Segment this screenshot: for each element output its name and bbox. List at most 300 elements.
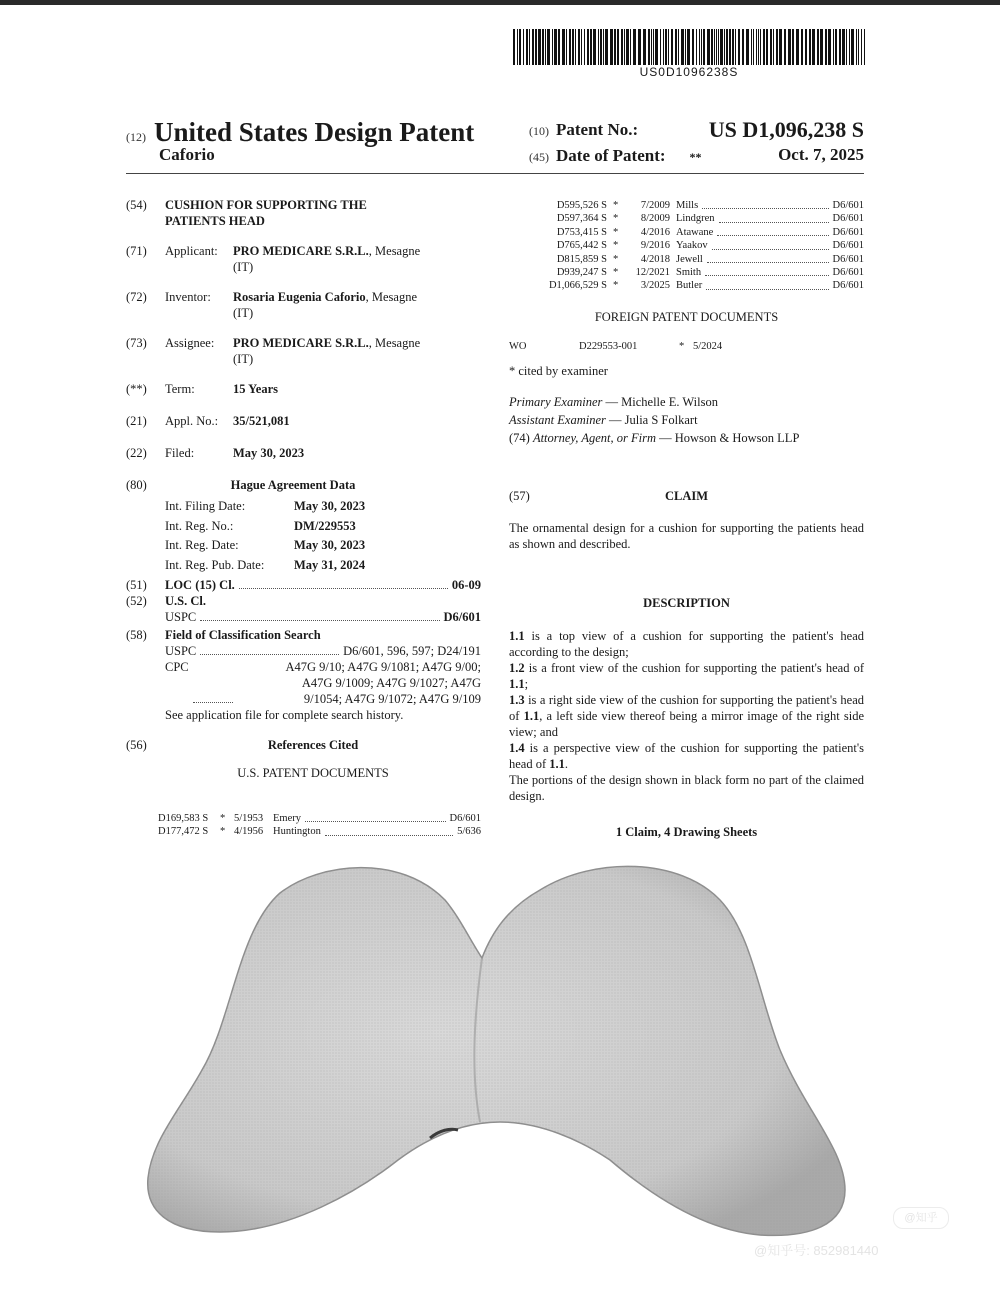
barcode-bar	[738, 29, 740, 65]
barcode-bar	[572, 29, 574, 65]
appl-no-field	[126, 413, 481, 429]
barcode-bar	[770, 29, 772, 65]
barcode-bar	[593, 29, 596, 65]
patent-number: US D1,096,238 S	[708, 117, 864, 142]
hague-table	[165, 497, 481, 575]
description-text: .	[564, 757, 569, 771]
reference-row	[158, 812, 481, 825]
ref-class: 5/636	[457, 826, 481, 838]
applicant-country: (IT)	[233, 260, 254, 274]
ref-leader	[705, 266, 828, 276]
ref-number: D595,526 S	[556, 200, 607, 211]
barcode-bar	[861, 29, 862, 65]
date-stars: **	[689, 150, 702, 164]
description-text: ;	[524, 677, 529, 691]
barcode-bar	[523, 29, 524, 65]
cushion-texture	[148, 866, 845, 1235]
ref-star: *	[220, 826, 226, 838]
barcode-bar	[665, 29, 667, 65]
barcode-bar	[660, 29, 661, 65]
barcode-bar	[626, 29, 629, 65]
ref-leader	[325, 825, 453, 835]
barcode-bar	[513, 29, 515, 65]
hague-row-label: Int. Filing Date:	[165, 499, 246, 513]
ref-date: 8/2009	[640, 213, 670, 225]
barcode-bar	[581, 29, 582, 65]
hague-row	[165, 556, 481, 576]
cpc-line: A47G 9/10; A47G 9/1081; A47G 9/00;	[285, 660, 481, 674]
barcode-bar	[724, 29, 725, 65]
inventor-label: Inventor:	[165, 290, 211, 304]
barcode-bar	[716, 29, 717, 65]
ref-leader	[712, 239, 829, 249]
barcode-bar	[638, 29, 641, 65]
figure-ref: 1.1	[509, 629, 525, 643]
search-cpc-row	[165, 659, 481, 707]
barcode-number: US0D1096238S	[639, 65, 739, 79]
refs-code: (56)	[126, 738, 147, 752]
barcode-bar	[701, 29, 702, 65]
hague-row-value: May 30, 2023	[294, 499, 366, 513]
design-title-line-2: PATIENTS HEAD	[165, 214, 265, 228]
cited-by-examiner: * cited by examiner	[509, 364, 608, 378]
design-title-line-1: CUSHION FOR SUPPORTING THE	[165, 198, 367, 212]
barcode-bar	[776, 29, 778, 65]
ref-class: D6/601	[449, 813, 481, 824]
appl-value: 35/521,081	[233, 414, 290, 428]
inventor-country: (IT)	[233, 306, 254, 320]
date-label: Date of Patent:	[556, 146, 666, 165]
barcode-bar	[590, 29, 592, 65]
barcode-bar	[817, 29, 819, 65]
assignee-code: (73)	[126, 336, 147, 350]
barcode-bar	[812, 29, 815, 65]
ref-name: Atawane	[676, 226, 714, 238]
barcode-bar	[732, 29, 734, 65]
description-body	[509, 628, 864, 804]
header-rule	[126, 173, 864, 174]
ref-leader	[707, 253, 829, 263]
barcode-bar	[598, 29, 599, 65]
search-uspc-leader	[200, 643, 339, 655]
barcode-bar	[643, 29, 646, 65]
reference-row	[535, 239, 864, 252]
ref-date: 9/2016	[640, 240, 670, 252]
ref-number: D939,247 S	[556, 267, 607, 279]
hague-code: (80)	[126, 478, 147, 492]
claim-text: The ornamental design for a cushion for supporting the patients head as shown and described.	[509, 521, 864, 551]
loc-value: 06-09	[451, 578, 481, 592]
term-label: Term:	[165, 382, 195, 396]
hague-row-value: DM/229553	[294, 518, 356, 533]
barcode-bar	[746, 29, 749, 65]
barcode-bar	[753, 29, 754, 65]
assignee-city: , Mesagne	[368, 336, 421, 350]
assignee-name: PRO MEDICARE S.R.L.	[233, 336, 369, 350]
top-frame-bar	[0, 0, 1000, 5]
barcode-bar	[851, 29, 854, 65]
barcode-bar	[610, 29, 613, 65]
barcode-bar	[833, 29, 834, 65]
figure-ref: 1.4	[509, 741, 525, 755]
ref-leader	[305, 812, 446, 822]
uspc-leader	[200, 609, 439, 621]
search-history-note: See application file for complete search history.	[165, 708, 404, 722]
appl-label: Appl. No.:	[165, 414, 219, 428]
barcode-bar	[529, 29, 530, 65]
barcode-bar	[575, 29, 576, 65]
ref-star: *	[613, 240, 619, 252]
barcode-bar	[773, 29, 774, 65]
barcode-bar	[600, 29, 602, 65]
hague-row-label: Int. Reg. Date:	[165, 538, 239, 552]
ref-name: Lindgren	[676, 213, 715, 225]
barcode-bar	[542, 29, 544, 65]
ref-leader	[717, 226, 828, 236]
claim-heading: CLAIM	[664, 489, 709, 503]
figure-ref: 1.1	[523, 709, 540, 723]
ref-class: D6/601	[832, 280, 864, 292]
foreign-number: D229553-001	[579, 341, 638, 352]
barcode-bar	[605, 29, 608, 65]
filed-value: May 30, 2023	[233, 446, 305, 460]
barcode-bar	[796, 29, 799, 65]
ref-date: 7/2009	[640, 200, 670, 211]
ref-star: *	[613, 226, 619, 238]
description-text: is a front view of the cushion for supporting the patient's head of	[524, 661, 864, 675]
hague-heading: Hague Agreement Data	[230, 478, 356, 492]
assignee-label: Assignee:	[165, 336, 215, 350]
description-paragraph	[509, 692, 864, 740]
barcode-bar	[699, 29, 700, 65]
hague-row	[165, 536, 481, 556]
attorney-code: (74)	[509, 431, 530, 445]
applicant-name: PRO MEDICARE S.R.L.	[233, 244, 369, 258]
barcode-bar	[846, 29, 847, 65]
figure-ref: 1.3	[509, 693, 525, 707]
barcode-bar	[779, 29, 782, 65]
us-cl-field	[126, 593, 481, 609]
inventor-surname: Caforio	[159, 145, 215, 164]
filed-label: Filed:	[165, 446, 195, 460]
barcode-bar	[653, 29, 654, 65]
loc-label: LOC (15) Cl.	[165, 578, 235, 592]
barcode-bar	[603, 29, 604, 65]
barcode-bar	[587, 29, 589, 65]
barcode-bar	[864, 29, 865, 65]
left-column	[126, 197, 481, 781]
inventor-city: , Mesagne	[365, 290, 418, 304]
claims-summary: 1 Claim, 4 Drawing Sheets	[615, 825, 758, 839]
description-text: is a perspective view of the cushion for supporting the patient's head of	[509, 741, 864, 771]
uspc-row	[165, 609, 481, 625]
patent-number-row	[529, 120, 638, 140]
barcode-bar	[566, 29, 567, 65]
barcode-bar	[617, 29, 619, 65]
reference-row	[535, 199, 864, 212]
description-text: , a left side view thereof being a mirror image of the right side view; and	[509, 709, 864, 739]
search-field	[126, 627, 481, 643]
ref-number: D1,066,529 S	[548, 280, 607, 292]
barcode-bar	[651, 29, 652, 65]
barcode-bar	[552, 29, 553, 65]
uspc-label: USPC	[165, 610, 197, 624]
barcode-bar	[707, 29, 710, 65]
barcode-bar	[630, 29, 631, 65]
barcode-bar	[758, 29, 759, 65]
primary-examiner	[509, 394, 718, 410]
ref-name: Emery	[273, 813, 301, 824]
applicant-city: , Mesagne	[368, 244, 421, 258]
barcode-bar	[820, 29, 823, 65]
hague-heading-row	[126, 477, 481, 493]
ref-class: D6/601	[832, 240, 864, 252]
ref-number: D597,364 S	[556, 213, 607, 225]
patent-type-title: United States Design Patent	[154, 117, 475, 147]
barcode-bar	[742, 29, 744, 65]
barcode-bar	[763, 29, 765, 65]
barcode-bar	[729, 29, 731, 65]
barcode-bar	[792, 29, 794, 65]
barcode-bar	[726, 29, 728, 65]
hague-row-label: Int. Reg. No.:	[165, 518, 234, 533]
date-of-patent-row	[529, 146, 702, 166]
barcode-bar	[685, 29, 686, 65]
cushion-drawing	[140, 860, 860, 1240]
appl-code: (21)	[126, 414, 147, 428]
applicant-field	[126, 243, 481, 275]
description-paragraph	[509, 740, 864, 772]
loc-code: (51)	[126, 578, 147, 592]
barcode-bar	[714, 29, 715, 65]
barcode-bar	[805, 29, 807, 65]
description-paragraph	[509, 628, 864, 660]
applicant-label: Applicant:	[165, 244, 218, 258]
ref-star: *	[220, 813, 226, 824]
search-cpc-leader	[193, 659, 233, 703]
ref-star: *	[613, 267, 619, 279]
barcode-bar	[545, 29, 546, 65]
barcode-bar	[671, 29, 673, 65]
search-uspc-row	[165, 643, 481, 659]
barcode-bar	[801, 29, 803, 65]
term-value: 15 Years	[233, 382, 279, 396]
ref-name: Butler	[676, 280, 703, 292]
inventor-code: (72)	[126, 290, 147, 304]
type-code: (12)	[126, 130, 146, 144]
assistant-examiner-name: — Julia S Folkart	[609, 413, 698, 427]
barcode-bar	[648, 29, 650, 65]
barcode-bar	[692, 29, 694, 65]
ref-star: *	[613, 200, 619, 211]
description-text: is a right side view of the cushion for supporting the patient's head of	[509, 693, 864, 723]
primary-examiner-name: — Michelle E. Wilson	[605, 395, 718, 409]
description-text: is a top view of a cushion for supporting the patient's head according to the design;	[509, 629, 864, 659]
cpc-line: 9/1054; A47G 9/1072; A47G 9/109	[303, 692, 481, 706]
attorney	[509, 430, 799, 446]
right-references-list	[535, 199, 864, 293]
date-code: (45)	[529, 150, 549, 164]
uscl-code: (52)	[126, 594, 147, 608]
barcode-bar	[856, 29, 857, 65]
us-patent-docs-heading: U.S. PATENT DOCUMENTS	[237, 766, 389, 780]
barcode-bar	[835, 29, 837, 65]
patent-date: Oct. 7, 2025	[778, 145, 864, 164]
search-uspc-label: USPC	[165, 644, 197, 658]
barcode-bar	[751, 29, 752, 65]
barcode-bar	[760, 29, 761, 65]
foreign-doc-row	[509, 340, 864, 353]
hague-row	[165, 517, 481, 537]
left-references-list	[158, 812, 481, 839]
ref-leader	[706, 279, 828, 289]
ref-number: D815,859 S	[556, 253, 607, 265]
barcode-bar	[538, 29, 541, 65]
hague-row-value: May 30, 2023	[294, 538, 366, 552]
ref-date: 3/2025	[640, 280, 670, 292]
reference-row	[535, 212, 864, 225]
barcode-bar	[788, 29, 791, 65]
barcode-bar	[858, 29, 859, 65]
reference-row	[535, 226, 864, 239]
ref-date: 5/1953	[234, 813, 264, 824]
barcode-bar	[687, 29, 690, 65]
barcode-bar	[696, 29, 697, 65]
hague-row-label: Int. Reg. Pub. Date:	[165, 557, 265, 572]
term-field	[126, 381, 481, 397]
barcode-bar	[663, 29, 664, 65]
ref-date: 12/2021	[635, 267, 670, 279]
barcode-bar	[735, 29, 736, 65]
patent-no-code: (10)	[529, 124, 549, 138]
hague-row	[165, 497, 481, 517]
uspc-value: D6/601	[443, 610, 481, 624]
ref-name: Mills	[676, 200, 699, 211]
filed-code: (22)	[126, 446, 147, 460]
field-code: (58)	[126, 628, 147, 642]
barcode-bar	[584, 29, 585, 65]
barcode-bar	[526, 29, 528, 65]
reference-row	[535, 253, 864, 266]
ref-star: *	[613, 253, 619, 265]
watermark-text: @知乎号: 852981440	[754, 1243, 879, 1258]
figure-ref: 1.1	[549, 757, 565, 771]
filed-field	[126, 445, 481, 461]
assistant-examiner	[509, 412, 698, 428]
ref-date: 4/1956	[234, 826, 264, 838]
barcode-bar	[532, 29, 534, 65]
ref-leader	[702, 199, 828, 209]
assignee-field	[126, 335, 481, 367]
ref-name: Huntington	[273, 826, 321, 838]
barcode-bar	[621, 29, 623, 65]
figure-ref: 1.1	[509, 677, 525, 691]
foreign-docs-heading: FOREIGN PATENT DOCUMENTS	[594, 310, 779, 324]
primary-examiner-label: Primary Examiner	[509, 395, 603, 409]
ref-number: D177,472 S	[158, 826, 209, 838]
claim-code: (57)	[509, 489, 530, 503]
assignee-country: (IT)	[233, 352, 254, 366]
inventor-name: Rosaria Eugenia Caforio	[233, 290, 366, 304]
title-code: (54)	[126, 198, 147, 212]
barcode-bar	[720, 29, 723, 65]
ref-class: D6/601	[832, 213, 864, 225]
barcode-bar	[535, 29, 537, 65]
barcode-bar	[655, 29, 658, 65]
ref-name: Yaakov	[676, 240, 708, 252]
barcode-bar	[519, 29, 521, 65]
figure-ref: 1.2	[509, 661, 525, 675]
search-cpc-label: CPC	[165, 660, 189, 674]
ref-star: *	[613, 213, 619, 225]
barcode-bar	[809, 29, 811, 65]
inventor-field	[126, 289, 481, 321]
barcode-bar	[766, 29, 768, 65]
barcode-bar	[554, 29, 557, 65]
ref-number: D753,415 S	[556, 226, 607, 238]
references-heading-row	[126, 737, 481, 753]
watermark-pill: @知乎	[893, 1207, 949, 1229]
barcode	[513, 29, 865, 65]
ref-name: Jewell	[676, 253, 703, 265]
barcode-bar	[562, 29, 565, 65]
barcode-bar	[711, 29, 713, 65]
barcode-bar	[614, 29, 616, 65]
barcode-bar	[675, 29, 677, 65]
reference-row	[535, 266, 864, 279]
barcode-bar	[633, 29, 636, 65]
barcode-bar	[828, 29, 831, 65]
cpc-line: A47G 9/1009; A47G 9/1027; A47G	[301, 676, 481, 690]
barcode-bar	[825, 29, 827, 65]
ref-name: Smith	[676, 267, 702, 279]
barcode-bar	[849, 29, 850, 65]
title-field	[126, 197, 481, 229]
reference-row	[535, 279, 864, 292]
foreign-date: 5/2024	[693, 341, 723, 352]
ref-number: D765,442 S	[556, 240, 607, 252]
barcode-bar	[718, 29, 719, 65]
reference-row	[158, 825, 481, 838]
references-heading: References Cited	[267, 738, 359, 752]
barcode-bar	[558, 29, 560, 65]
attorney-name: — Howson & Howson LLP	[659, 431, 800, 445]
applicant-code: (71)	[126, 244, 147, 258]
term-code: (**)	[126, 382, 147, 396]
barcode-bar	[547, 29, 550, 65]
patent-no-label: Patent No.:	[556, 120, 639, 139]
barcode-bar	[569, 29, 571, 65]
attorney-label: Attorney, Agent, or Firm	[532, 431, 656, 445]
ref-class: D6/601	[832, 253, 864, 265]
ref-date: 4/2018	[640, 253, 670, 265]
barcode-bar	[668, 29, 669, 65]
patent-type-heading	[126, 117, 474, 148]
barcode-bar	[578, 29, 580, 65]
search-uspc-value: D6/601, 596, 597; D24/191	[343, 644, 481, 658]
description-heading: DESCRIPTION	[643, 596, 730, 610]
loc-leader	[239, 577, 448, 589]
disclaimer-text: The portions of the design shown in black form no part of the claimed design.	[509, 773, 864, 803]
ref-class: D6/601	[832, 267, 864, 279]
assistant-examiner-label: Assistant Examiner	[509, 413, 606, 427]
barcode-bar	[681, 29, 684, 65]
foreign-country: WO	[509, 341, 527, 352]
barcode-bar	[784, 29, 786, 65]
ref-date: 4/2016	[640, 226, 670, 238]
ref-class: D6/601	[832, 200, 864, 211]
barcode-bar	[624, 29, 625, 65]
